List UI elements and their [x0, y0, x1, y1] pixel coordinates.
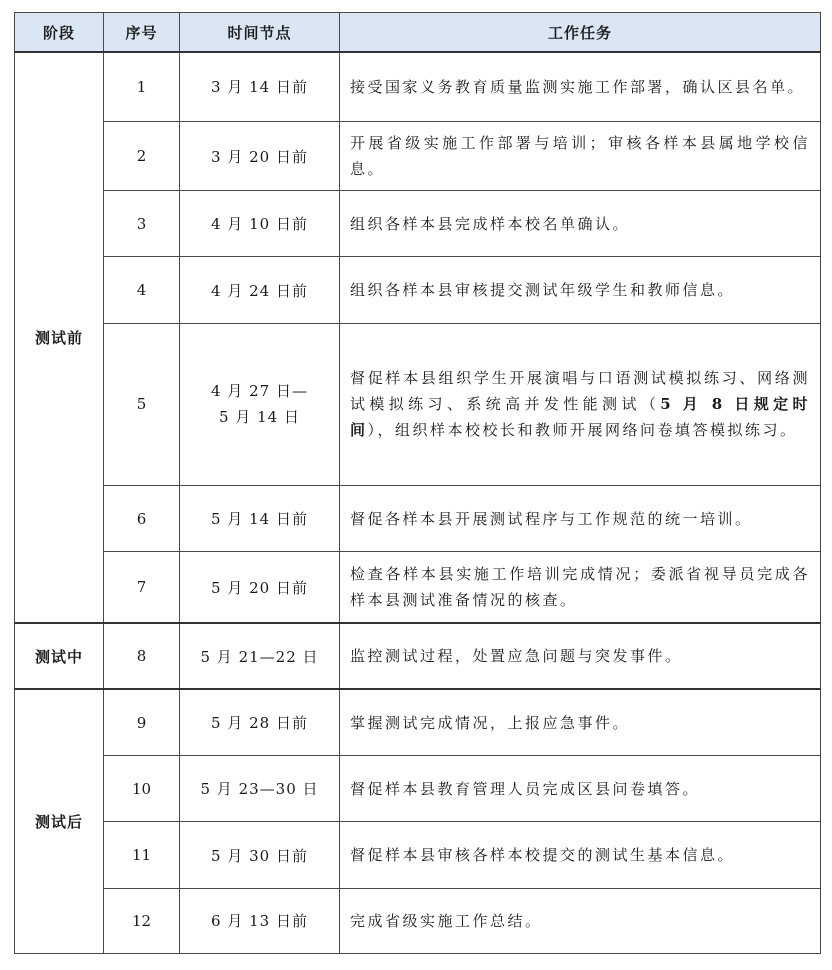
row-task [340, 323, 821, 485]
table-row [15, 121, 821, 190]
row-task-highlight: 5 月 8 日规定时间 [350, 395, 810, 440]
row-date: 4 月 24 日前 [180, 257, 340, 323]
table-row [15, 485, 821, 551]
row-task: 检查各样本县实施工作培训完成情况；委派省视导员完成各样本县测试准备情况的核查。 [340, 552, 821, 623]
row-number: 3 [104, 191, 180, 257]
row-task: 组织各样本县完成样本校名单确认。 [340, 191, 821, 257]
row-task: 接受国家义务教育质量监测实施工作部署，确认区县名单。 [340, 52, 821, 121]
table-row [15, 756, 821, 822]
row-number: 7 [104, 552, 180, 623]
row-date: 5 月 28 日前 [180, 689, 340, 755]
row-task-text: 督促样本县组织学生开展演唱与口语测试模拟练习、网络测试模拟练习、系统高并发性能测试（ [350, 369, 810, 414]
row-date-range [180, 323, 340, 485]
header-row [15, 13, 821, 53]
row-task: 监控测试过程，处置应急问题与突发事件。 [340, 623, 821, 689]
row-number: 4 [104, 257, 180, 323]
row-date: 6 月 13 日前 [180, 888, 340, 953]
row-date: 4 月 10 日前 [180, 191, 340, 257]
row-date: 5 月 23—30 日 [180, 756, 340, 822]
schedule-table [14, 12, 821, 954]
row-number: 5 [104, 323, 180, 485]
row-task: 掌握测试完成情况，上报应急事件。 [340, 689, 821, 755]
row-task: 完成省级实施工作总结。 [340, 888, 821, 953]
row-date: 3 月 14 日前 [180, 52, 340, 121]
row-task: 督促各样本县开展测试程序与工作规范的统一培训。 [340, 485, 821, 551]
table-row [15, 552, 821, 623]
table-row [15, 822, 821, 888]
stage-during: 测试中 [15, 623, 104, 689]
row-number: 10 [104, 756, 180, 822]
stage-after: 测试后 [15, 689, 104, 953]
row-task: 督促样本县审核各样本校提交的测试生基本信息。 [340, 822, 821, 888]
row-date-end: 5 月 14 日 [219, 408, 300, 427]
header-date: 时间节点 [180, 13, 340, 53]
row-date: 5 月 21—22 日 [180, 623, 340, 689]
table-row [15, 257, 821, 323]
row-number: 11 [104, 822, 180, 888]
stage-before: 测试前 [15, 52, 104, 623]
row-number: 1 [104, 52, 180, 121]
table-row [15, 623, 821, 689]
row-number: 2 [104, 121, 180, 190]
row-task: 组织各样本县审核提交测试年级学生和教师信息。 [340, 257, 821, 323]
row-date: 3 月 20 日前 [180, 121, 340, 190]
row-date: 5 月 20 日前 [180, 552, 340, 623]
table-row [15, 191, 821, 257]
row-task: 督促样本县教育管理人员完成区县问卷填答。 [340, 756, 821, 822]
row-date: 5 月 30 日前 [180, 822, 340, 888]
row-date: 5 月 14 日前 [180, 485, 340, 551]
row-task-text: ），组织样本校校长和教师开展网络问卷填答模拟练习。 [367, 421, 798, 440]
table-row [15, 689, 821, 755]
header-stage: 阶段 [15, 13, 104, 53]
table-row [15, 323, 821, 485]
header-task: 工作任务 [340, 13, 821, 53]
row-number: 6 [104, 485, 180, 551]
row-number: 9 [104, 689, 180, 755]
row-number: 8 [104, 623, 180, 689]
row-number: 12 [104, 888, 180, 953]
header-number: 序号 [104, 13, 180, 53]
row-date-start: 4 月 27 日— [211, 382, 308, 401]
table-row [15, 888, 821, 953]
table-row [15, 52, 821, 121]
row-task: 开展省级实施工作部署与培训；审核各样本县属地学校信息。 [340, 121, 821, 190]
